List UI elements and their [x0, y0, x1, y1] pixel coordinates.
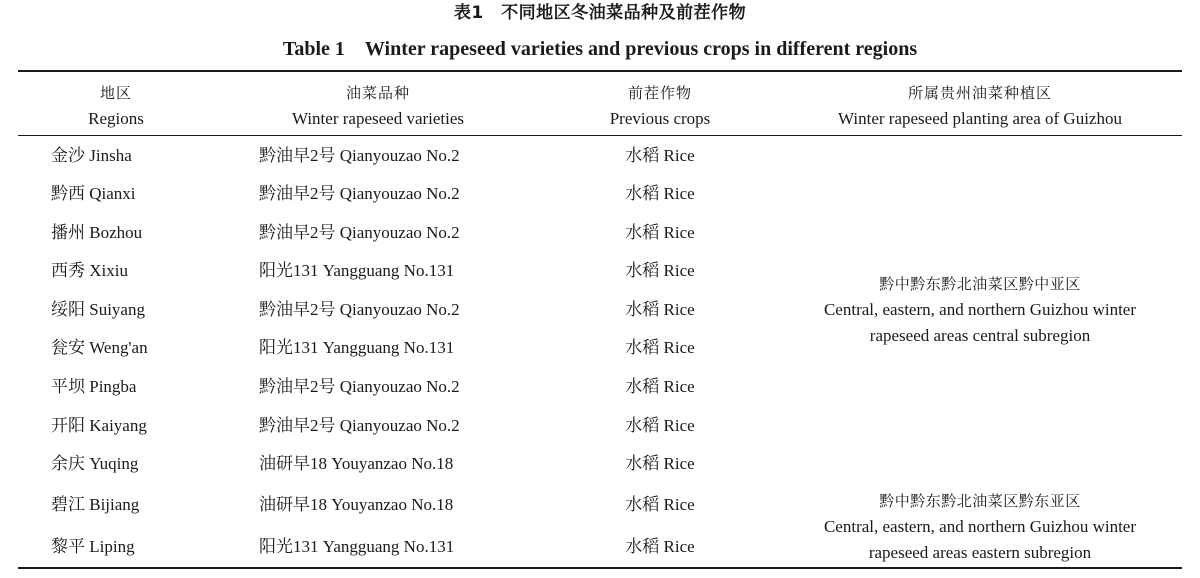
- cell-previous-crop: 水稻 Rice: [625, 184, 695, 203]
- header-previous-crops: [560, 80, 760, 132]
- bottom-rule: [18, 567, 1182, 569]
- cell-previous-crop: 水稻 Rice: [625, 223, 695, 242]
- cell-previous-crop: 水稻 Rice: [625, 416, 695, 435]
- planting-area-eastern-en-line1: Central, eastern, and northern Guizhou winter: [823, 517, 1137, 536]
- cell-previous-crop: 水稻 Rice: [625, 495, 695, 514]
- table-row: [0, 411, 1200, 441]
- header-previous-crops-zh: 前茬作物: [627, 84, 692, 102]
- cell-variety: 黔油早2号 Qianyouzao No.2: [259, 300, 460, 319]
- table-row: [0, 218, 1200, 248]
- cell-previous-crop: 水稻 Rice: [625, 537, 695, 556]
- header-rule: [18, 135, 1182, 136]
- planting-area-eastern: [780, 488, 1180, 566]
- cell-variety: 黔油早2号 Qianyouzao No.2: [259, 146, 460, 165]
- header-planting-area-zh: 所属贵州油菜种植区: [907, 84, 1052, 102]
- cell-region: 西秀 Xixiu: [51, 261, 128, 280]
- cell-region: 平坝 Pingba: [51, 377, 137, 396]
- header-varieties-en: Winter rapeseed varieties: [291, 109, 465, 128]
- planting-area-central-zh: 黔中黔东黔北油菜区黔中亚区: [879, 275, 1081, 293]
- cell-variety: 黔油早2号 Qianyouzao No.2: [259, 377, 460, 396]
- cell-previous-crop: 水稻 Rice: [625, 338, 695, 357]
- table-row: [0, 372, 1200, 402]
- header-regions: [30, 80, 202, 132]
- header-varieties-zh: 油菜品种: [345, 84, 410, 102]
- table-row: [0, 141, 1200, 171]
- cell-region: 开阳 Kaiyang: [51, 416, 147, 435]
- cell-region: 播州 Bozhou: [51, 223, 143, 242]
- planting-area-eastern-en-line2: rapeseed areas eastern subregion: [868, 543, 1092, 562]
- planting-area-central: [780, 271, 1180, 349]
- header-regions-en: Regions: [88, 109, 144, 128]
- table-caption-zh: 表1 不同地区冬油菜品种及前茬作物: [453, 3, 747, 23]
- cell-previous-crop: 水稻 Rice: [625, 146, 695, 165]
- cell-variety: 黔油早2号 Qianyouzao No.2: [259, 184, 460, 203]
- cell-variety: 黔油早2号 Qianyouzao No.2: [259, 223, 460, 242]
- cell-region: 黎平 Liping: [51, 537, 135, 556]
- cell-variety: 阳光131 Yangguang No.131: [259, 261, 455, 280]
- cell-region: 瓮安 Weng'an: [51, 338, 148, 357]
- header-previous-crops-en: Previous crops: [609, 109, 711, 128]
- cell-variety: 阳光131 Yangguang No.131: [259, 537, 455, 556]
- header-planting-area-en: Winter rapeseed planting area of Guizhou: [838, 109, 1122, 128]
- cell-previous-crop: 水稻 Rice: [625, 300, 695, 319]
- cell-previous-crop: 水稻 Rice: [625, 261, 695, 280]
- planting-area-eastern-zh: 黔中黔东黔北油菜区黔东亚区: [879, 492, 1081, 510]
- cell-variety: 阳光131 Yangguang No.131: [259, 338, 455, 357]
- planting-area-central-en-line2: rapeseed areas central subregion: [869, 326, 1091, 345]
- cell-region: 碧江 Bijiang: [51, 495, 140, 514]
- cell-variety: 黔油早2号 Qianyouzao No.2: [259, 416, 460, 435]
- cell-region: 余庆 Yuqing: [51, 454, 139, 473]
- header-regions-zh: 地区: [99, 84, 132, 102]
- table-caption-en: Table 1 Winter rapeseed varieties and previous crops in different regions: [282, 38, 918, 60]
- cell-region: 绥阳 Suiyang: [51, 300, 145, 319]
- table-row: [0, 179, 1200, 209]
- cell-previous-crop: 水稻 Rice: [625, 377, 695, 396]
- cell-region: 金沙 Jinsha: [51, 146, 132, 165]
- cell-variety: 油研早18 Youyanzao No.18: [259, 495, 454, 514]
- header-planting-area: [780, 80, 1180, 132]
- table-row: [0, 449, 1200, 479]
- cell-region: 黔西 Qianxi: [51, 184, 136, 203]
- planting-area-central-en-line1: Central, eastern, and northern Guizhou winter: [823, 300, 1137, 319]
- header-varieties: [232, 80, 524, 132]
- cell-previous-crop: 水稻 Rice: [625, 454, 695, 473]
- cell-variety: 油研早18 Youyanzao No.18: [259, 454, 454, 473]
- top-rule: [18, 70, 1182, 72]
